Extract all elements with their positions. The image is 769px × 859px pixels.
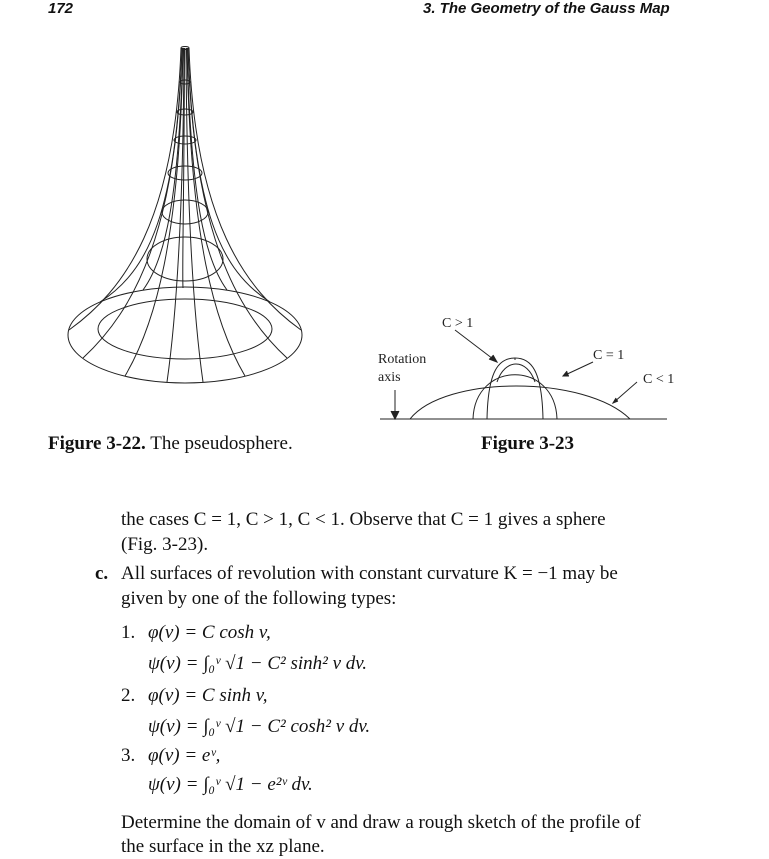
figure-23-label: Figure 3-23 [481,433,575,454]
figure-22-text: The pseudosphere. [150,433,293,454]
label-c-less-than-1: C < 1 [643,372,675,387]
formula-3-phi: φ(v) = eᵛ, [148,745,221,766]
formula-3-psi: ψ(v) = ∫₀ᵛ √1 − e²ᵛ dv. [148,774,313,795]
figure-23-caption [481,433,574,455]
label-c-greater-than-1: C > 1 [442,316,474,331]
running-head: 3. The Geometry of the Gauss Map [423,0,670,17]
text-line-1: the cases C = 1, C > 1, C < 1. Observe that C = 1 gives a sphere [121,509,606,530]
formula-3-number: 3. [121,745,136,766]
page-number: 172 [48,0,74,17]
formula-2-phi: φ(v) = C sinh v, [148,685,268,706]
item-c-line-2: given by one of the following types: [121,588,397,609]
item-c-line-1: All surfaces of revolution with constant curvature K = −1 may be [121,563,618,584]
pseudosphere-figure [55,40,315,430]
formula-1-phi: φ(v) = C cosh v, [148,622,271,643]
formula-2-number: 2. [121,685,136,706]
final-line-2: the surface in the xz plane. [121,836,325,857]
label-c-equals-1: C = 1 [593,348,625,363]
formula-1-number: 1. [121,622,136,643]
item-c-label: c. [95,563,109,584]
figure-22-caption [48,433,293,455]
final-line-1: Determine the domain of v and draw a rough sketch of the profile of [121,812,641,833]
figure-22-label: Figure 3-22. [48,433,146,454]
text-line-2: (Fig. 3-23). [121,534,209,555]
formula-2-psi: ψ(v) = ∫₀ᵛ √1 − C² cosh² v dv. [148,716,371,737]
label-rotation: Rotation [378,352,427,367]
formula-1-psi: ψ(v) = ∫₀ᵛ √1 − C² sinh² v dv. [148,653,368,674]
label-axis: axis [378,370,401,385]
